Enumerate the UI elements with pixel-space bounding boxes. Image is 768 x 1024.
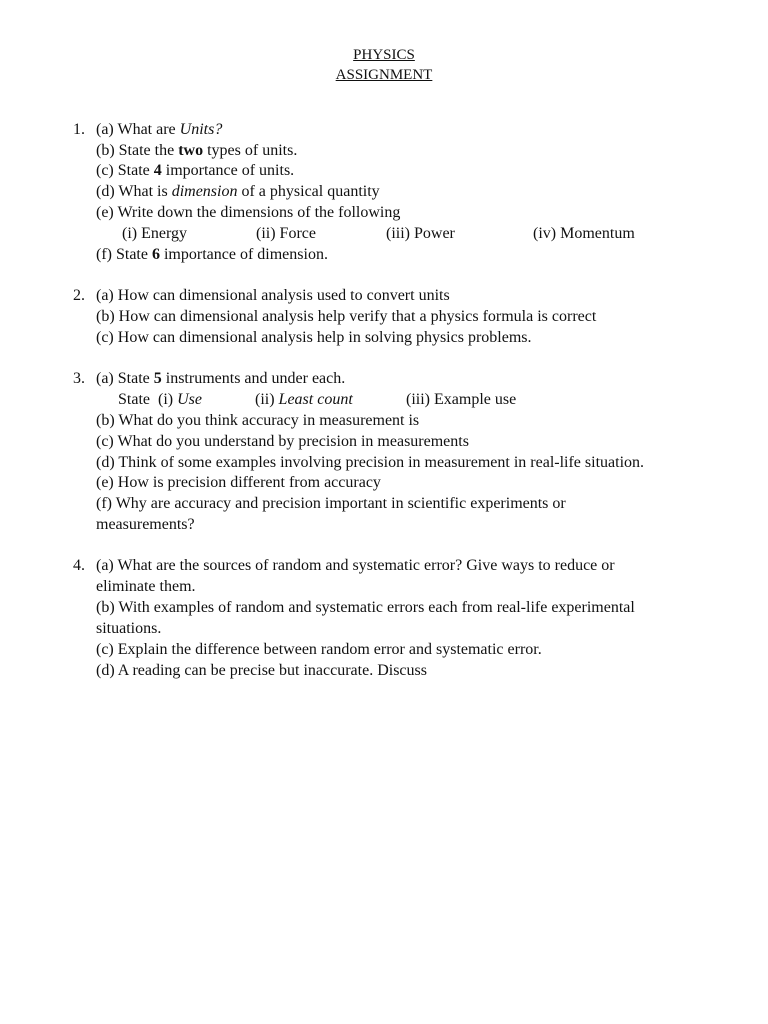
- question-1e-item-4: (iv) Momentum: [533, 225, 635, 242]
- question-3b: (b) What do you think accuracy in measurement is: [96, 412, 420, 429]
- question-3f-line-2: measurements?: [96, 516, 195, 533]
- question-4a-line-2: eliminate them.: [96, 578, 196, 595]
- question-4b-line-1: (b) With examples of random and systematic errors each from real-life experimental: [96, 599, 635, 616]
- question-1e-item-3: (iii) Power: [386, 225, 455, 242]
- page-title: [0, 46, 768, 65]
- question-1d: (d) What is dimension of a physical quantity: [96, 183, 380, 200]
- question-3e: (e) How is precision different from accuracy: [96, 474, 381, 491]
- question-3f-line-1: (f) Why are accuracy and precision important in scientific experiments or: [96, 495, 566, 512]
- page-subtitle: [0, 66, 768, 85]
- question-3d: (d) Think of some examples involving precision in measurement in real-life situation.: [96, 454, 645, 471]
- question-4-number: 4.: [73, 557, 85, 574]
- question-4c: (c) Explain the difference between random error and systematic error.: [96, 641, 542, 658]
- question-3a-state-ii: (ii) Least count: [255, 391, 353, 408]
- question-3c: (c) What do you understand by precision in measurements: [96, 433, 469, 450]
- question-1e-item-2: (ii) Force: [256, 225, 316, 242]
- question-4a-line-1: (a) What are the sources of random and systematic error? Give ways to reduce or: [96, 557, 615, 574]
- question-1a: (a) What are Units?: [96, 121, 223, 138]
- question-3a-state-iii: (iii) Example use: [406, 391, 517, 408]
- question-2a: (a) How can dimensional analysis used to convert units: [96, 287, 450, 304]
- question-3a-state-i: State (i) Use: [118, 391, 202, 408]
- question-2b: (b) How can dimensional analysis help verify that a physics formula is correct: [96, 308, 597, 325]
- question-4b-line-2: situations.: [96, 620, 162, 637]
- question-3a: (a) State 5 instruments and under each.: [96, 370, 346, 387]
- question-2-number: 2.: [73, 287, 85, 304]
- question-1e-item-1: (i) Energy: [122, 225, 188, 242]
- subtitle-text: ASSIGNMENT: [335, 67, 433, 83]
- question-4d: (d) A reading can be precise but inaccurate. Discuss: [96, 662, 427, 679]
- title-text: PHYSICS: [353, 47, 415, 63]
- question-1e: (e) Write down the dimensions of the following: [96, 204, 401, 221]
- question-3-number: 3.: [73, 370, 85, 387]
- question-1f: (f) State 6 importance of dimension.: [96, 246, 328, 263]
- question-1c: (c) State 4 importance of units.: [96, 162, 295, 179]
- question-2c: (c) How can dimensional analysis help in solving physics problems.: [96, 329, 532, 346]
- question-1b: (b) State the two types of units.: [96, 142, 298, 159]
- question-1-number: 1.: [73, 121, 85, 138]
